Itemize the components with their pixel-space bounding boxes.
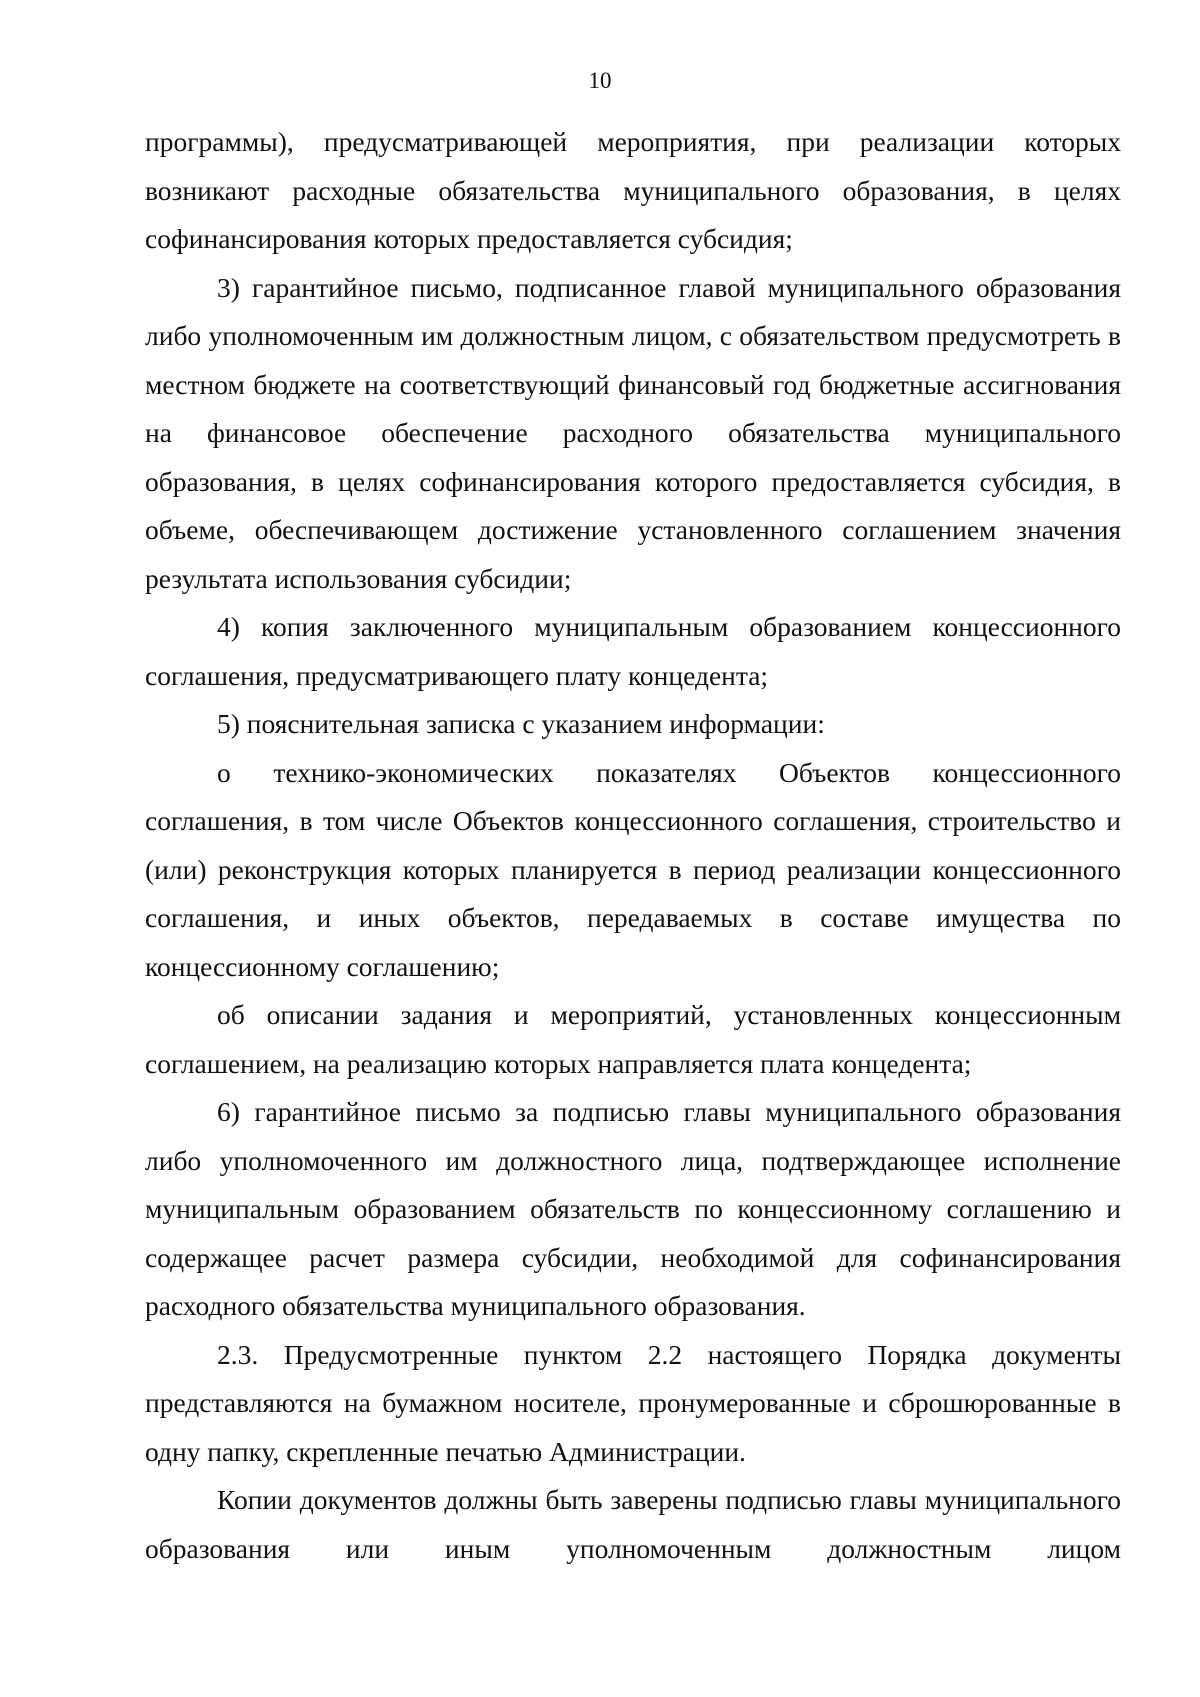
paragraph-item-5: 5) пояснительная записка с указанием информации: (217, 708, 825, 739)
paragraph-item-6: 6) гарантийное письмо за подписью главы муниципального образования либо уполномоченного им должностного лица, подтверждающее исполнение муниципальным образованием обязательств по концессионному соглашению и содержащее расчет размера субсидии, необходимой для софинансирования расходного обязательства муниципального образования. (145, 1096, 1121, 1321)
paragraph-section-2-3: 2.3. Предусмотренные пунктом 2.2 настоящего Порядка документы представляются на бумажном носителе, пронумерованные и сброшюрованные в одну папку, скрепленные печатью Администрации. (145, 1338, 1121, 1467)
paragraph-item-3: 3) гарантийное письмо, подписанное главой муниципального образования либо уполномоченным им должностным лицом, с обязательством предусмотреть в местном бюджете на соответствующий финансовый год бюджетные ассигнования на финансовое обеспечение расходного обязательства муниципального образования, в целях софинансирования которого предоставляется субсидия, в объеме, обеспечивающем достижение установленного соглашением значения результата использования субсидии; (145, 271, 1121, 594)
document-body (145, 118, 1121, 1573)
paragraph-item-5-tasks: об описании задания и мероприятий, установленных концессионным соглашением, на реализацию которых направляется плата концедента; (145, 999, 1121, 1079)
paragraph-copies: Копии документов должны быть заверены подписью главы муниципального образования или иным уполномоченным должностным лицом (145, 1484, 1121, 1564)
paragraph-item-5-technical: о технико-экономических показателях Объектов концессионного соглашения, в том числе Объектов концессионного соглашения, строительство и (или) реконструкция которых планируется в период реализации концессионного соглашения, и иных объектов, передаваемых в составе имущества по концессионному соглашению; (145, 756, 1121, 982)
paragraph-continuation: программы), предусматривающей мероприятия, при реализации которых возникают расходные обязательства муниципального образования, в целях софинансирования которых предоставляется субсидия; (145, 126, 1121, 254)
paragraph-item-4: 4) копия заключенного муниципальным образованием концессионного соглашения, предусматривающего плату концедента; (145, 611, 1121, 691)
page-number: 10 (588, 68, 612, 93)
